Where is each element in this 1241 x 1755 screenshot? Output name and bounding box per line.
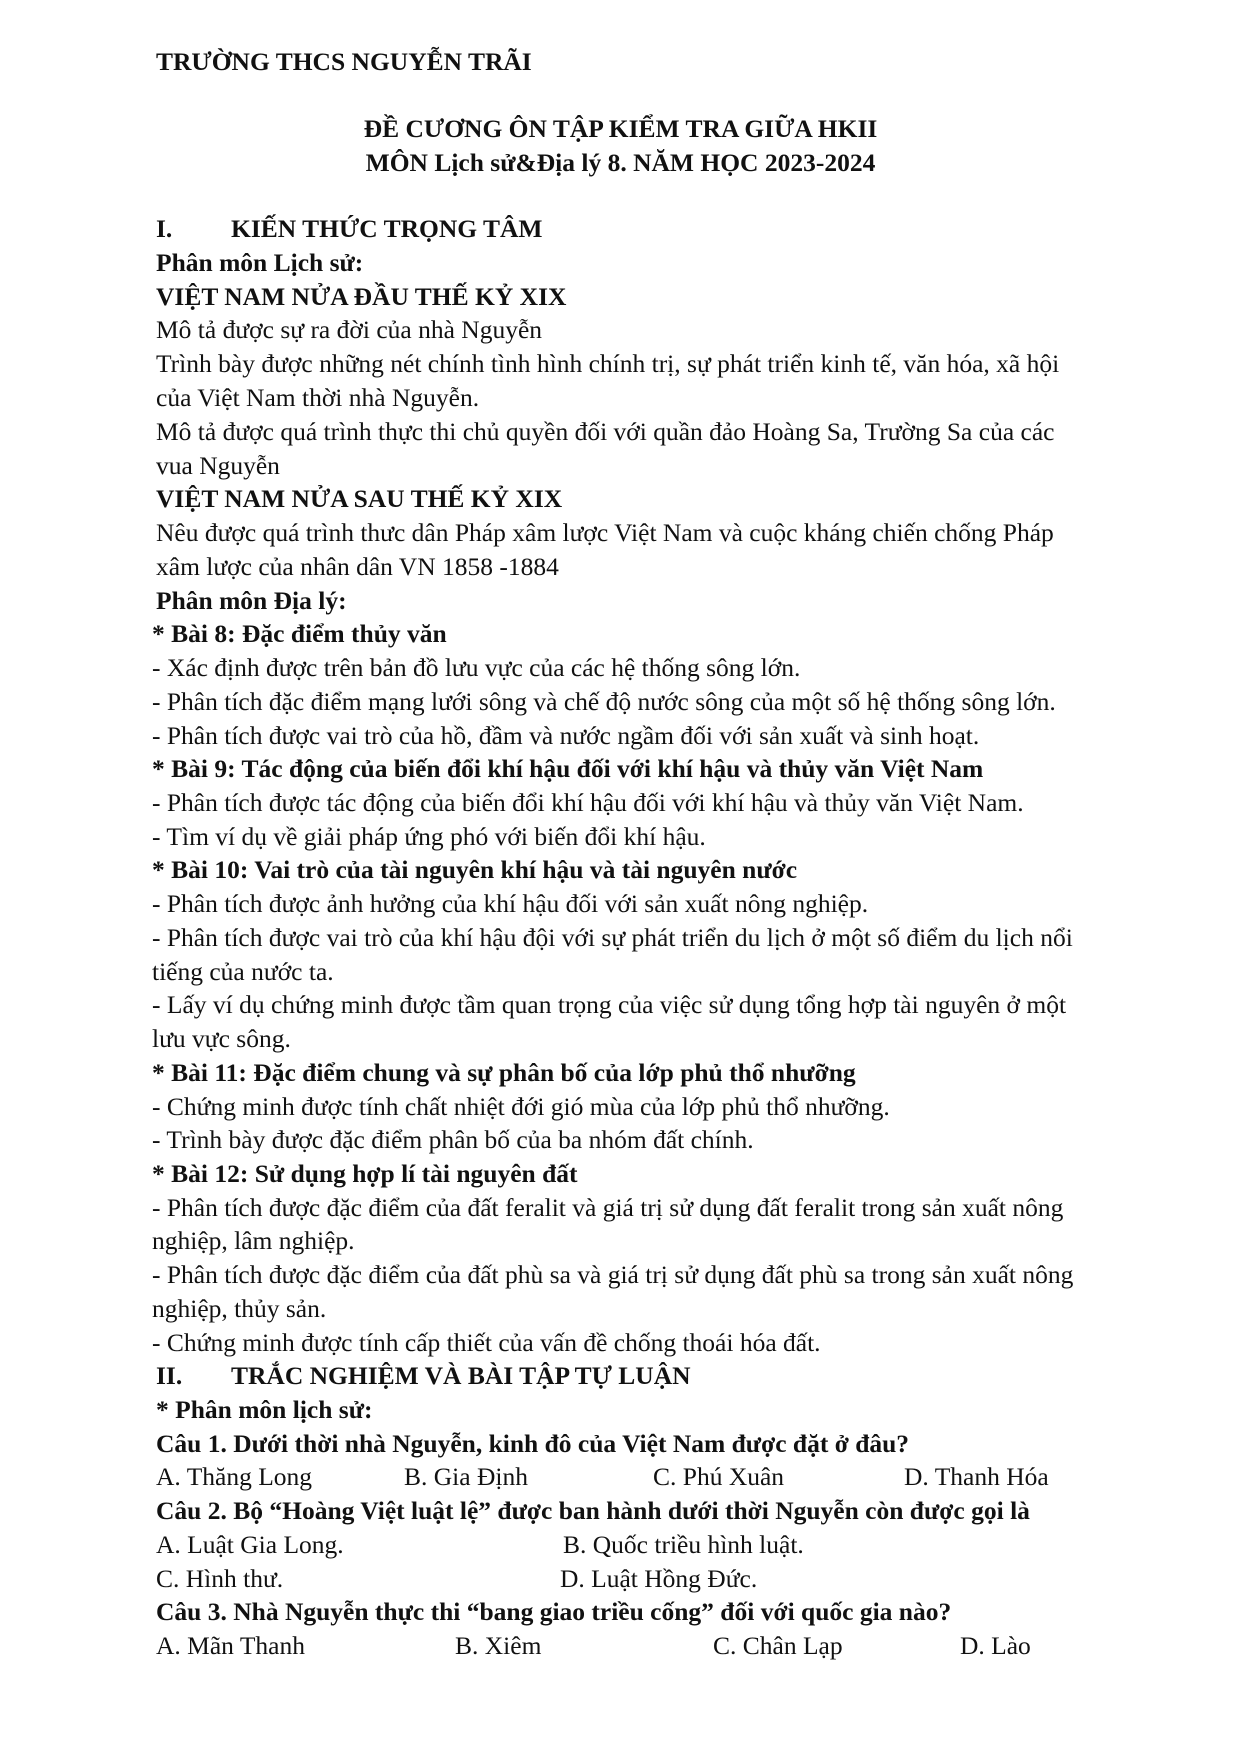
answer-option: B. Xiêm [455, 1631, 542, 1660]
lesson-8-title: * Bài 8: Đặc điểm thủy văn [152, 619, 447, 648]
history-part1-line: của Việt Nam thời nhà Nguyễn. [156, 383, 480, 412]
lesson-10-line: lưu vực sông. [152, 1024, 291, 1053]
answer-option: B. Quốc triều hình luật. [563, 1530, 804, 1559]
question-3: Câu 3. Nhà Nguyễn thực thi “bang giao triều cống” đối với quốc gia nào? [156, 1597, 952, 1626]
section-2-number: II. [156, 1361, 183, 1390]
lesson-12-line: nghiệp, thủy sản. [152, 1294, 327, 1323]
lesson-8-line: - Phân tích được vai trò của hồ, đầm và nước ngầm đối với sản xuất và sinh hoạt. [152, 721, 980, 750]
answer-option: C. Chân Lạp [713, 1631, 843, 1660]
quiz-heading: * Phân môn lịch sử: [156, 1395, 373, 1424]
answer-option: D. Luật Hồng Đức. [560, 1564, 758, 1593]
question-2: Câu 2. Bộ “Hoàng Việt luật lệ” được ban hành dưới thời Nguyễn còn được gọi là [156, 1496, 1030, 1525]
history-part2-line: Nêu được quá trình thưc dân Pháp xâm lược Việt Nam và cuộc kháng chiến chống Pháp [156, 518, 1054, 547]
section-2-title: TRẮC NGHIỆM VÀ BÀI TẬP TỰ LUẬN [231, 1361, 691, 1390]
lesson-9-line: - Phân tích được tác động của biến đổi khí hậu đối với khí hậu và thủy văn Việt Nam. [152, 788, 1024, 817]
lesson-12-line: - Phân tích được đặc điểm của đất feralit và giá trị sử dụng đất feralit trong sản xuất nông [152, 1193, 1064, 1222]
school-name: TRƯỜNG THCS NGUYỄN TRÃI [156, 47, 532, 76]
section-1-number: I. [156, 214, 173, 243]
history-heading: Phân môn Lịch sử: [156, 248, 364, 277]
geography-heading: Phân môn Địa lý: [156, 586, 347, 615]
lesson-8-line: - Phân tích đặc điểm mạng lưới sông và chế độ nước sông của một số hệ thống sông lớn. [152, 687, 1056, 716]
document-title-line1: ĐỀ CƯƠNG ÔN TẬP KIỂM TRA GIỮA HKII [363, 114, 878, 143]
lesson-12-line: - Phân tích được đặc điểm của đất phù sa và giá trị sử dụng đất phù sa trong sản xuất nông [152, 1260, 1074, 1289]
lesson-12-title: * Bài 12: Sử dụng hợp lí tài nguyên đất [152, 1159, 578, 1188]
document-title-line2: MÔN Lịch sử&Địa lý 8. NĂM HỌC 2023-2024 [365, 148, 876, 177]
history-part1-line: vua Nguyễn [156, 451, 280, 480]
lesson-10-line: tiếng của nước ta. [152, 957, 334, 986]
question-1: Câu 1. Dưới thời nhà Nguyễn, kinh đô của Việt Nam được đặt ở đâu? [156, 1429, 910, 1458]
lesson-10-line: - Phân tích được vai trò của khí hậu đội với sự phát triển du lịch ở một số điểm du lịch nổi [152, 923, 1073, 952]
lesson-10-line: - Phân tích được ảnh hưởng của khí hậu đối với sản xuất nông nghiệp. [152, 889, 869, 918]
section-2-heading [156, 1359, 691, 1393]
history-part2-title: VIỆT NAM NỬA SAU THẾ KỶ XIX [156, 484, 563, 513]
answer-option: D. Thanh Hóa [904, 1462, 1049, 1491]
lesson-10-title: * Bài 10: Vai trò của tài nguyên khí hậu và tài nguyên nước [152, 855, 798, 884]
answer-option: C. Phú Xuân [653, 1462, 785, 1491]
lesson-10-line: - Lấy ví dụ chứng minh được tầm quan trọng của việc sử dụng tổng hợp tài nguyên ở một [152, 990, 1067, 1019]
history-part1-line: Mô tả được quá trình thực thi chủ quyền đối với quần đảo Hoàng Sa, Trường Sa của các [156, 417, 1055, 446]
lesson-12-line: - Chứng minh được tính cấp thiết của vấn đề chống thoái hóa đất. [152, 1328, 821, 1357]
answer-option: D. Lào [960, 1631, 1031, 1660]
history-part1-title: VIỆT NAM NỬA ĐẦU THẾ KỶ XIX [156, 282, 567, 311]
section-1-heading [156, 212, 542, 246]
answer-option: A. Thăng Long [156, 1462, 313, 1491]
history-part1-line: Mô tả được sự ra đời của nhà Nguyễn [156, 315, 543, 344]
lesson-9-line: - Tìm ví dụ về giải pháp ứng phó với biến đổi khí hậu. [152, 822, 706, 851]
answer-option: A. Luật Gia Long. [156, 1530, 344, 1559]
lesson-8-line: - Xác định được trên bản đồ lưu vực của các hệ thống sông lớn. [152, 653, 801, 682]
lesson-12-line: nghiệp, lâm nghiệp. [152, 1226, 355, 1255]
lesson-11-line: - Chứng minh được tính chất nhiệt đới gió mùa của lớp phủ thổ nhưỡng. [152, 1092, 890, 1121]
history-part1-line: Trình bày được những nét chính tình hình chính trị, sự phát triển kinh tế, văn hóa, xã hội [156, 349, 1060, 378]
answer-option: C. Hình thư. [156, 1564, 284, 1593]
section-1-title: KIẾN THỨC TRỌNG TÂM [231, 214, 543, 243]
history-part2-line: xâm lược của nhân dân VN 1858 -1884 [156, 552, 559, 581]
answer-option: A. Mãn Thanh [156, 1631, 305, 1660]
lesson-11-title: * Bài 11: Đặc điểm chung và sự phân bố của lớp phủ thổ nhưỡng [152, 1058, 856, 1087]
lesson-11-line: - Trình bày được đặc điểm phân bố của ba nhóm đất chính. [152, 1125, 754, 1154]
answer-option: B. Gia Định [404, 1462, 528, 1491]
lesson-9-title: * Bài 9: Tác động của biến đổi khí hậu đối với khí hậu và thủy văn Việt Nam [152, 754, 984, 783]
